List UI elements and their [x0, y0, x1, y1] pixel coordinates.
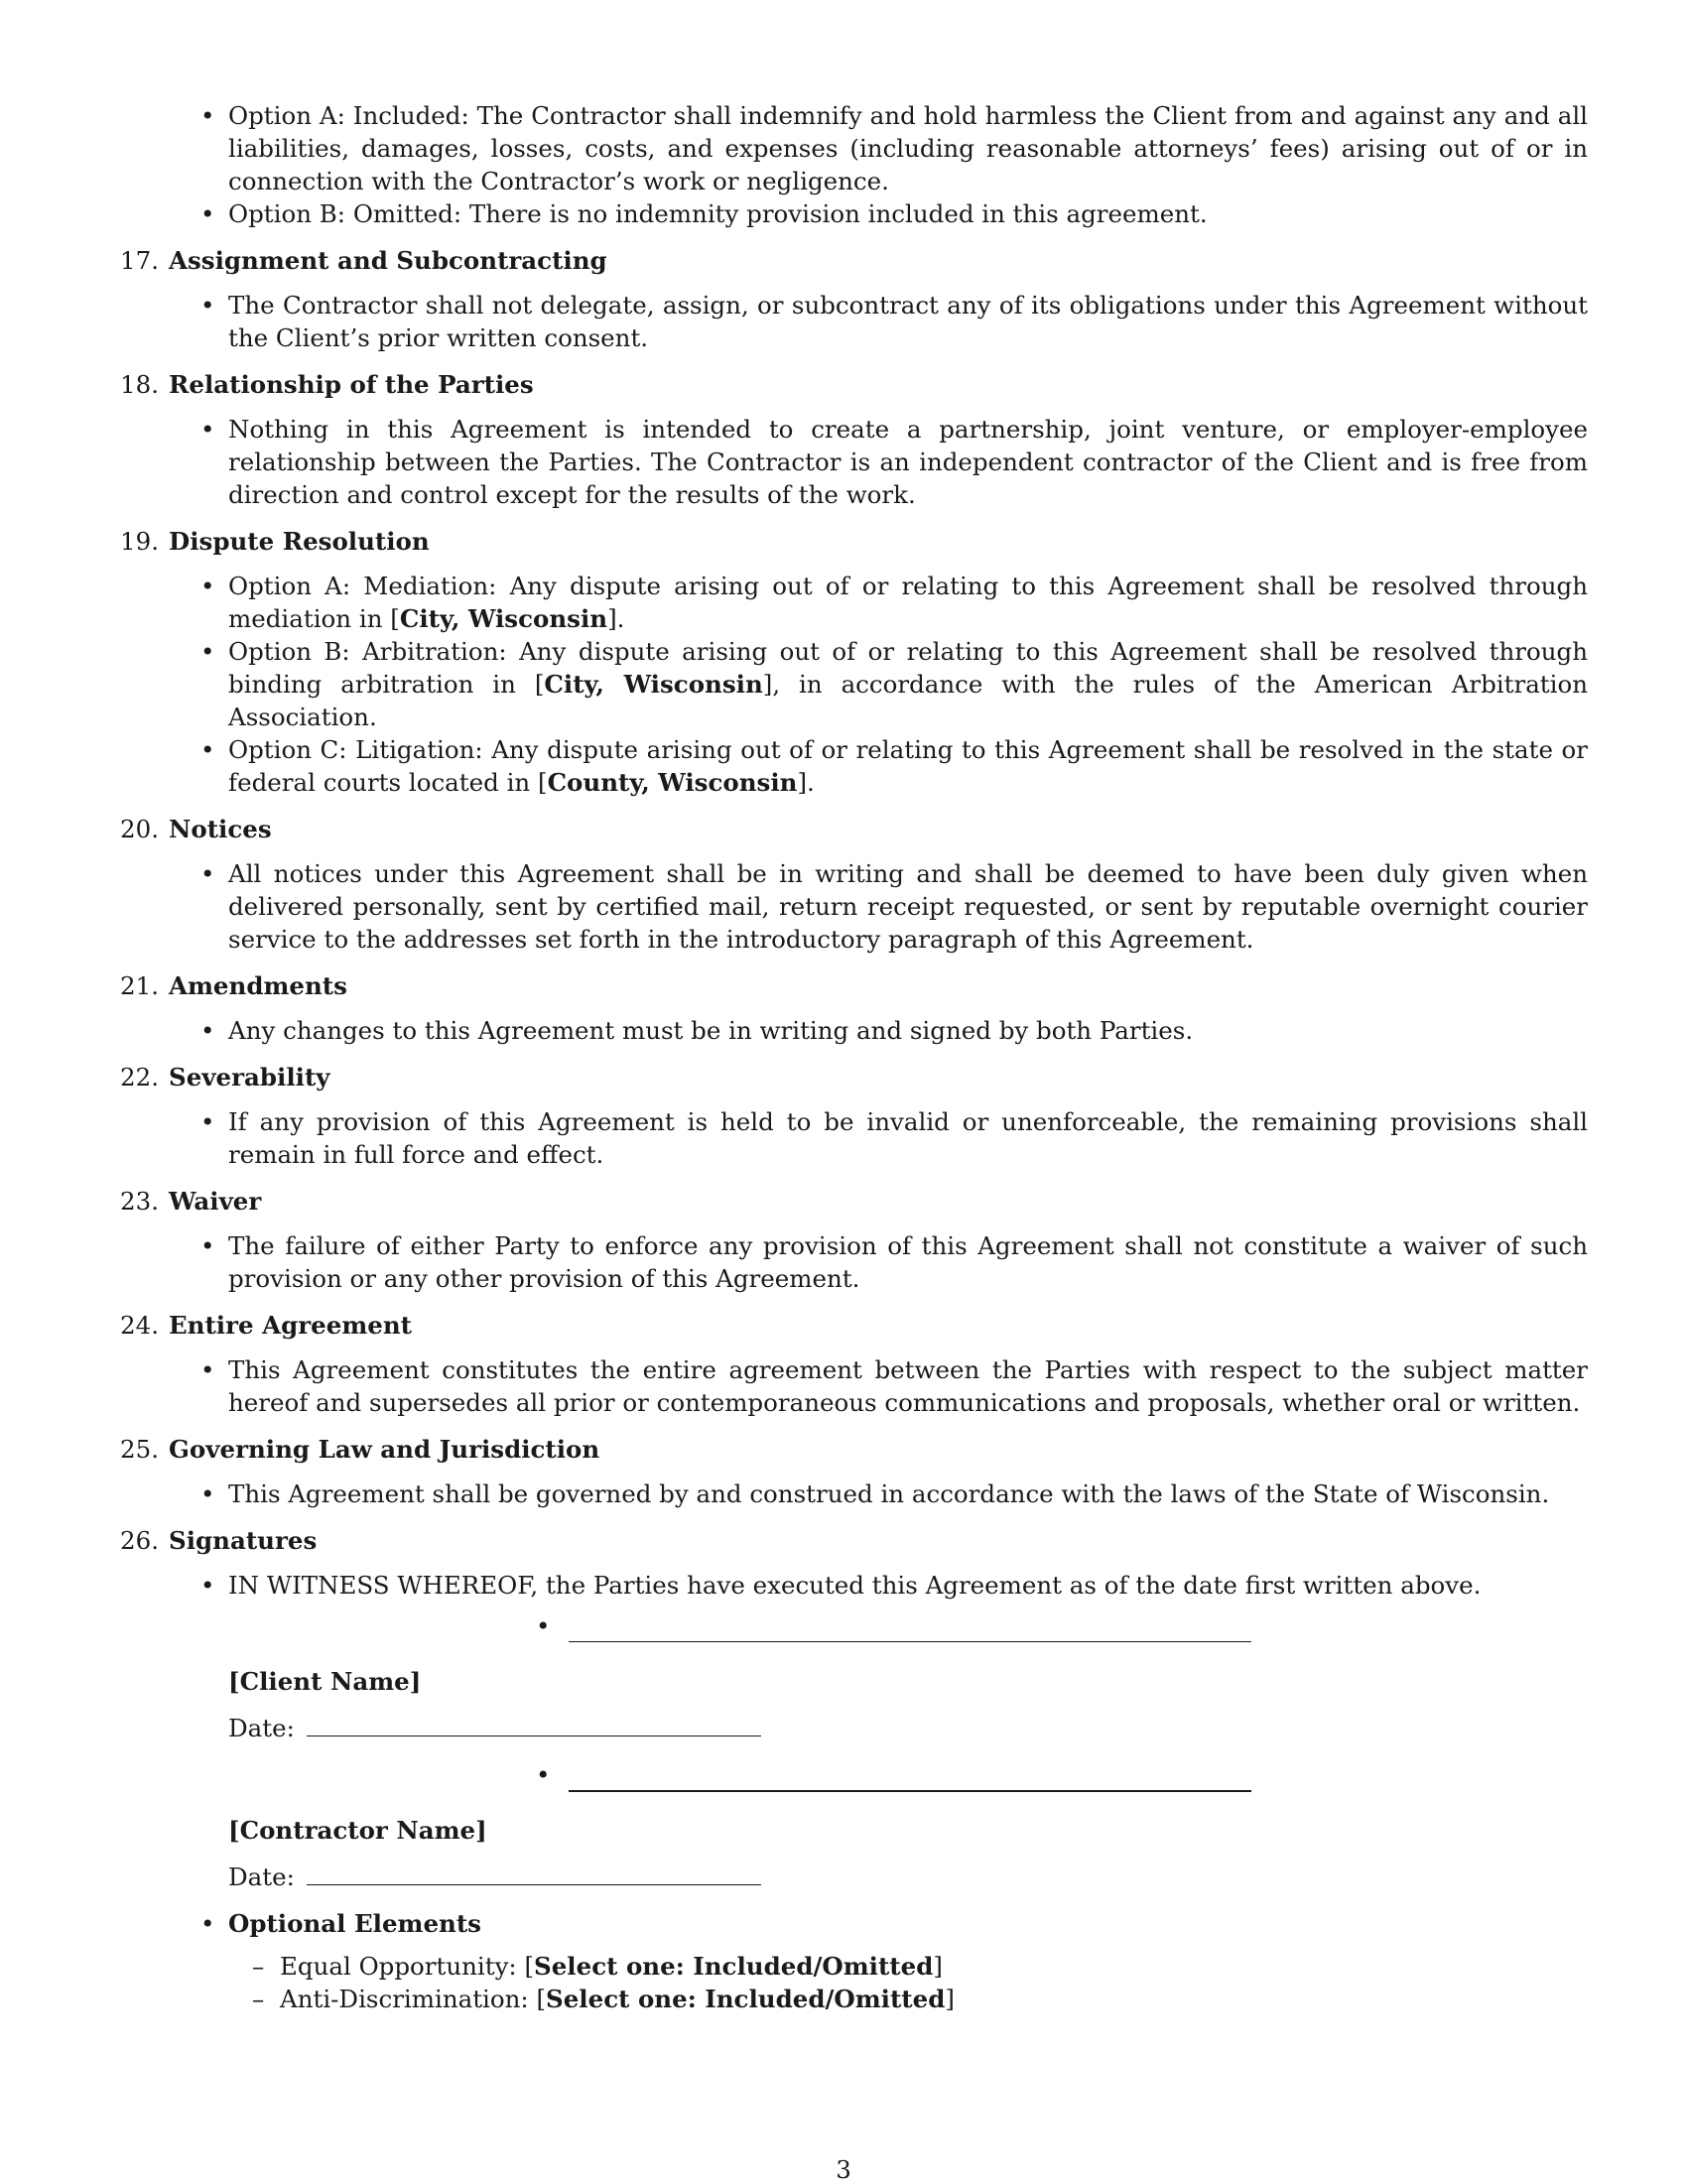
bullet-icon: • [536, 1611, 551, 1640]
dispute-option-arbitration [228, 635, 1588, 733]
document-content [114, 99, 1588, 2015]
optional-elements-list [114, 1907, 1588, 2015]
client-date-line[interactable] [307, 1716, 761, 1736]
client-signature-row [114, 1609, 1588, 1659]
section-17-heading [114, 244, 1588, 277]
section-18-heading [114, 368, 1588, 401]
placeholder-city: City, Wisconsin [544, 670, 763, 699]
option-text: Option A: Mediation: Any dispute arising out of or relating to this Agreement shall be resolved through mediation in [ [228, 572, 1588, 633]
section-23-body [114, 1229, 1588, 1295]
optional-elements-subitems [228, 1950, 1588, 2015]
contractor-signature-line[interactable] [569, 1790, 1251, 1792]
section-24-heading [114, 1309, 1588, 1342]
section-number: 25. [120, 1435, 159, 1464]
equal-opportunity-label: Equal Opportunity: [280, 1952, 517, 1981]
list-item: • Any changes to this Agreement must be in writing and signed by both Parties. [228, 1014, 1588, 1047]
placeholder-county: County, Wisconsin [547, 768, 798, 797]
date-label: Date: [228, 1863, 295, 1891]
list-item: • The Contractor shall not delegate, assign, or subcontract any of its obligations under this Agreement without the Client’s prior written consent. [228, 289, 1588, 354]
client-signature-line[interactable] [569, 1641, 1251, 1642]
section-title: Entire Agreement [169, 1311, 412, 1340]
anti-discrimination-label: Anti-Discrimination: [280, 1985, 529, 2013]
anti-discrimination-item: – Anti-Discrimination: [Select one: Included/Omitted] [280, 1983, 1588, 2015]
option-text: Option B: Arbitration: Any dispute arising out of or relating to this Agreement shall be resolved through binding arbitration in [ [228, 637, 1588, 699]
indemnity-option-b: • Option B: Omitted: There is no indemnity provision included in this agreement. [228, 197, 1588, 230]
section-title: Relationship of the Parties [169, 370, 534, 399]
optional-elements-title: Optional Elements [228, 1909, 481, 1938]
list-item: • All notices under this Agreement shall be in writing and shall be deemed to have been duly given when delivered personally, sent by certified mail, return receipt requested, or sent by reputable overnight courier service to the addresses set forth in the introductory paragraph of this Agreement. [228, 857, 1588, 956]
select-placeholder: Select one: Included/Omitted [534, 1952, 934, 1981]
section-26-heading [114, 1524, 1588, 1557]
section-number: 24. [120, 1311, 159, 1340]
section-number: 22. [120, 1063, 159, 1092]
section-20-heading [114, 813, 1588, 845]
option-text-end: ]. [797, 768, 815, 797]
section-26-body [114, 1569, 1588, 1602]
list-item: • This Agreement shall be governed by and construed in accordance with the laws of the State of Wisconsin. [228, 1477, 1588, 1510]
section-18-body [114, 413, 1588, 511]
placeholder-city: City, Wisconsin [399, 604, 608, 633]
section-title: Waiver [169, 1187, 262, 1216]
date-label: Date: [228, 1714, 295, 1742]
section-number: 17. [120, 246, 159, 275]
indemnity-option-a: • Option A: Included: The Contractor shall indemnify and hold harmless the Client from and against any and all liabilities, damages, losses, costs, and expenses (including reasonable attorneys’ fees) arising out of or in connection with the Contractor’s work or negligence. [228, 99, 1588, 197]
section-number: 23. [120, 1187, 159, 1216]
section-25-body [114, 1477, 1588, 1510]
section-title: Notices [169, 815, 272, 843]
select-placeholder: Select one: Included/Omitted [546, 1985, 946, 2013]
section-number: 18. [120, 370, 159, 399]
section-number: 26. [120, 1526, 159, 1555]
dispute-option-mediation [228, 570, 1588, 635]
list-item: • The failure of either Party to enforce any provision of this Agreement shall not constitute a waiver of such provision or any other provision of this Agreement. [228, 1229, 1588, 1295]
section-title: Dispute Resolution [169, 527, 430, 556]
section-20-body [114, 857, 1588, 956]
option-text-end: ]. [607, 604, 625, 633]
client-date-row [228, 1712, 1588, 1744]
option-text: Option C: Litigation: Any dispute arising out of or relating to this Agreement shall be resolved in the state or federal courts located in [ [228, 735, 1588, 797]
section-title: Signatures [169, 1526, 318, 1555]
list-item: • If any provision of this Agreement is held to be invalid or unenforceable, the remaining provisions shall remain in full force and effect. [228, 1105, 1588, 1171]
section-number: 21. [120, 971, 159, 1000]
section-19-heading [114, 525, 1588, 558]
section-22-body [114, 1105, 1588, 1171]
section-22-heading [114, 1061, 1588, 1093]
section-24-body [114, 1353, 1588, 1419]
section-17-body [114, 289, 1588, 354]
section-title: Assignment and Subcontracting [169, 246, 607, 275]
section-title: Amendments [169, 971, 347, 1000]
dispute-option-litigation [228, 733, 1588, 799]
list-item: • Nothing in this Agreement is intended to create a partnership, joint venture, or employer-employee relationship between the Parties. The Contractor is an independent contractor of the Client and is free from direction and control except for the results of the work. [228, 413, 1588, 511]
contractor-date-row [228, 1861, 1588, 1893]
section-number: 20. [120, 815, 159, 843]
contractor-name-placeholder: [Contractor Name] [228, 1816, 487, 1845]
contractor-name: Contractor Name [239, 1816, 476, 1845]
section-23-heading [114, 1185, 1588, 1218]
bullet-icon: • [536, 1760, 551, 1789]
option-text-end: ], in accordance with the rules of the American Arbitration Association. [228, 670, 1589, 731]
contractor-date-line[interactable] [307, 1864, 761, 1885]
section-title: Severability [169, 1063, 330, 1092]
list-item: • This Agreement constitutes the entire agreement between the Parties with respect to the subject matter hereof and supersedes all prior or contemporaneous communications and proposals, whether oral or written. [228, 1353, 1588, 1419]
section-19-body [114, 570, 1588, 799]
indemnity-options [114, 99, 1588, 230]
section-21-heading [114, 969, 1588, 1002]
section-21-body [114, 1014, 1588, 1047]
equal-opportunity-item: – Equal Opportunity: [Select one: Included/Omitted] [280, 1950, 1588, 1983]
contractor-signature-row [114, 1758, 1588, 1808]
section-title: Governing Law and Jurisdiction [169, 1435, 600, 1464]
optional-elements-item [228, 1907, 1588, 2015]
list-item: • IN WITNESS WHEREOF, the Parties have executed this Agreement as of the date first written above. [228, 1569, 1588, 1602]
section-number: 19. [120, 527, 159, 556]
client-name: Client Name [239, 1667, 410, 1696]
section-25-heading [114, 1433, 1588, 1466]
client-name-placeholder: [Client Name] [228, 1667, 422, 1696]
page-number: 3 [836, 2155, 851, 2184]
